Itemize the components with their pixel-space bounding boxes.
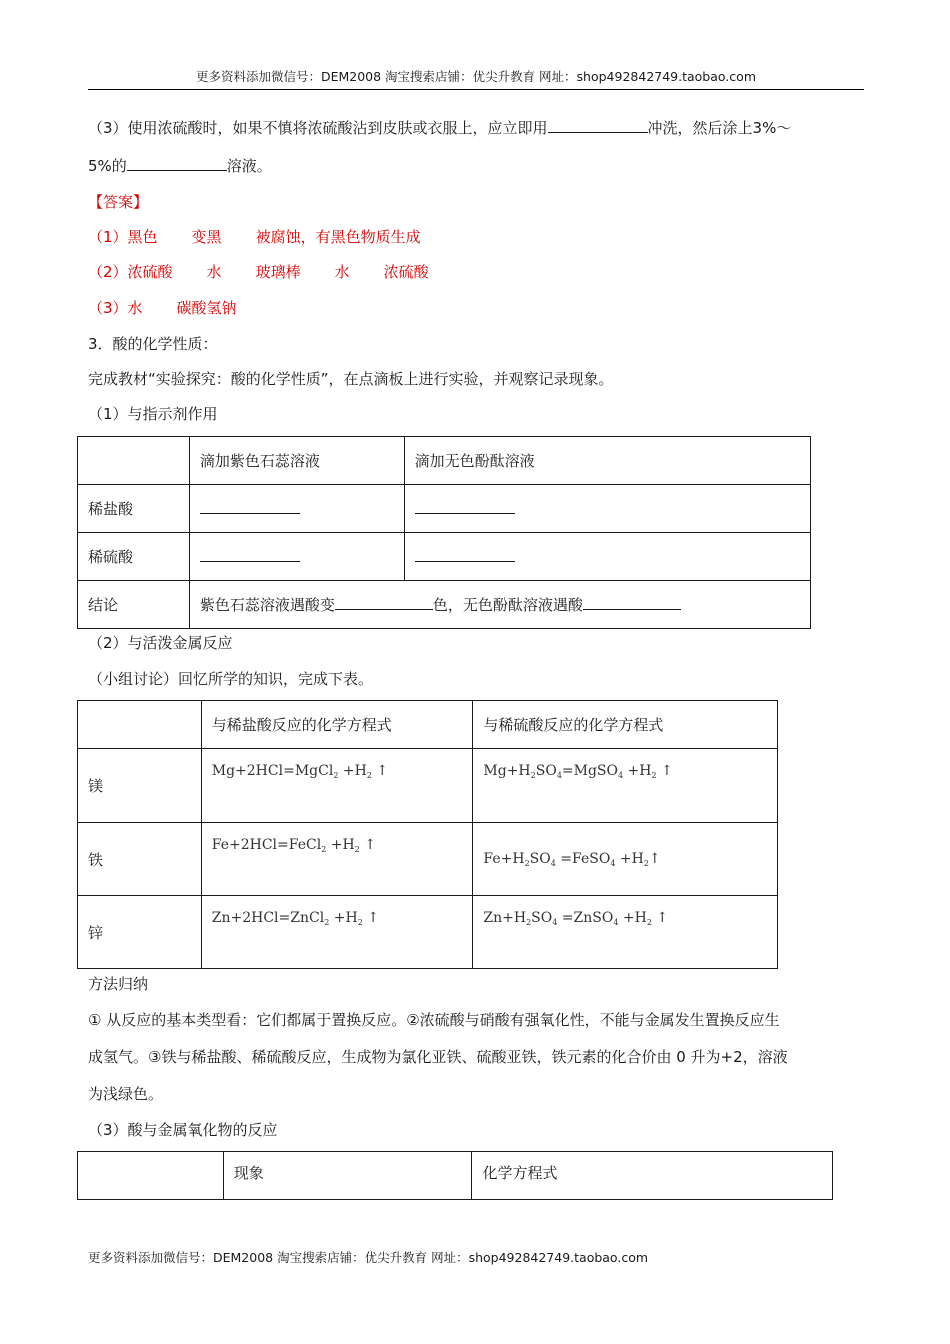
table-cell-empty [78,1152,224,1200]
q3-text-b: 冲洗，然后涂上3%～ [647,119,792,137]
answer-item: 变黑 [191,228,222,246]
answer-blank[interactable] [335,595,433,610]
question-3-line1 [88,118,791,138]
answer-item: 水 [334,263,350,281]
equation-fe-h2so4: $Fe+H_2SO_4$ =FeSO$_4$ $+H_2↑$ [473,823,778,896]
col-header-phenomenon: 现象 [223,1152,472,1200]
row-header-fe: 铁 [78,823,202,896]
table-cell-empty [78,437,190,485]
conclusion-text-a: 紫色石蕊溶液遇酸变 [199,596,335,614]
blank-cell[interactable] [189,485,404,533]
row-header-conclusion: 结论 [78,581,190,629]
subsection-metal-oxide: （3）酸与金属氧化物的反应 [88,1121,278,1139]
metal-reaction-table [77,700,778,969]
answer-item: 浓硫酸 [383,263,429,281]
q3-text-c: 5%的 [88,157,127,175]
row-header-mg: 镁 [78,749,202,823]
method-title: 方法归纳 [88,975,149,993]
metal-oxide-table [77,1151,833,1200]
answer-item: 被腐蚀，有黑色物质生成 [255,228,421,246]
row-header-zn: 锌 [78,896,202,969]
equation-mg-hcl: Mg+2HCl=MgCl$_2$ $+H_2$ ↑ [201,749,473,823]
row-header-h2so4: 稀硫酸 [78,533,190,581]
answer-blank[interactable] [548,118,648,133]
discussion-text: （小组讨论）回忆所学的知识，完成下表。 [88,670,374,688]
equation-fe-hcl: Fe+2HCl=FeCl$_2$ $+H_2$ ↑ [201,823,473,896]
table-cell-empty [78,701,202,749]
answer-blank[interactable] [415,499,515,514]
q3-text-a: （3）使用浓硫酸时，如果不慎将浓硫酸沾到皮肤或衣服上，应立即用 [88,119,548,137]
answer-title: 【答案】 [88,193,149,211]
col-header-litmus: 滴加紫色石蕊溶液 [189,437,404,485]
blank-cell[interactable] [189,533,404,581]
page-footer: 更多资料添加微信号：DEM2008 淘宝搜索店铺：优尖升教育 网址：shop492842749.taobao.com [88,1250,649,1265]
col-header-phenolphthalein: 滴加无色酚酞溶液 [404,437,810,485]
question-3-line2 [88,156,272,176]
answer-item: （1）黑色 [88,228,158,246]
answer-blank[interactable] [415,547,515,562]
method-line-2: 成氢气。③铁与稀盐酸、稀硫酸反应，生成物为氯化亚铁、硫酸亚铁，铁元素的化合价由 0 升为+2，溶液 [88,1048,788,1066]
answer-row-2 [88,262,429,282]
blank-cell[interactable] [404,533,810,581]
section-3-title: 3．酸的化学性质： [88,335,218,353]
q3-text-d: 溶液。 [226,157,272,175]
answer-blank[interactable] [200,547,300,562]
equation-mg-h2so4: $Mg+H_2SO_4=MgSO_4 +H_2$ ↑ [473,749,778,823]
answer-row-1 [88,227,421,247]
answer-item: 玻璃棒 [255,263,301,281]
answer-item: 水 [206,263,222,281]
subsection-metal: （2）与活泼金属反应 [88,634,233,652]
answer-blank[interactable] [583,595,681,610]
section-3-intro: 完成教材“实验探究：酸的化学性质”，在点滴板上进行实验，并观察记录现象。 [88,370,614,388]
equation-zn-hcl: Zn+2HCl=ZnCl$_2$ $+H_2$ ↑ [201,896,473,969]
col-header-equation: 化学方程式 [472,1152,833,1200]
conclusion-cell [189,581,810,629]
row-header-hcl: 稀盐酸 [78,485,190,533]
answer-item: （3）水 [88,299,143,317]
equation-zn-h2so4: $Zn+H_2SO_4$ =ZnSO$_4$ $+H_2$ ↑ [473,896,778,969]
answer-item: （2）浓硫酸 [88,263,173,281]
conclusion-text-b: 色，无色酚酞溶液遇酸 [432,596,583,614]
indicator-table [77,436,811,629]
answer-blank[interactable] [127,156,227,171]
col-header-h2so4-equation: 与稀硫酸反应的化学方程式 [473,701,778,749]
answer-item: 碳酸氢钠 [176,299,237,317]
answer-row-3 [88,298,237,318]
page-header: 更多资料添加微信号：DEM2008 淘宝搜索店铺：优尖升教育 网址：shop492842749.taobao.com [88,68,864,90]
subsection-indicator: （1）与指示剂作用 [88,405,218,423]
method-line-3: 为浅绿色。 [88,1085,164,1103]
answer-blank[interactable] [200,499,300,514]
col-header-hcl-equation: 与稀盐酸反应的化学方程式 [201,701,473,749]
method-line-1: ① 从反应的基本类型看：它们都属于置换反应。②浓硫酸与硝酸有强氧化性，不能与金属发生置换反应生 [88,1011,780,1029]
blank-cell[interactable] [404,485,810,533]
